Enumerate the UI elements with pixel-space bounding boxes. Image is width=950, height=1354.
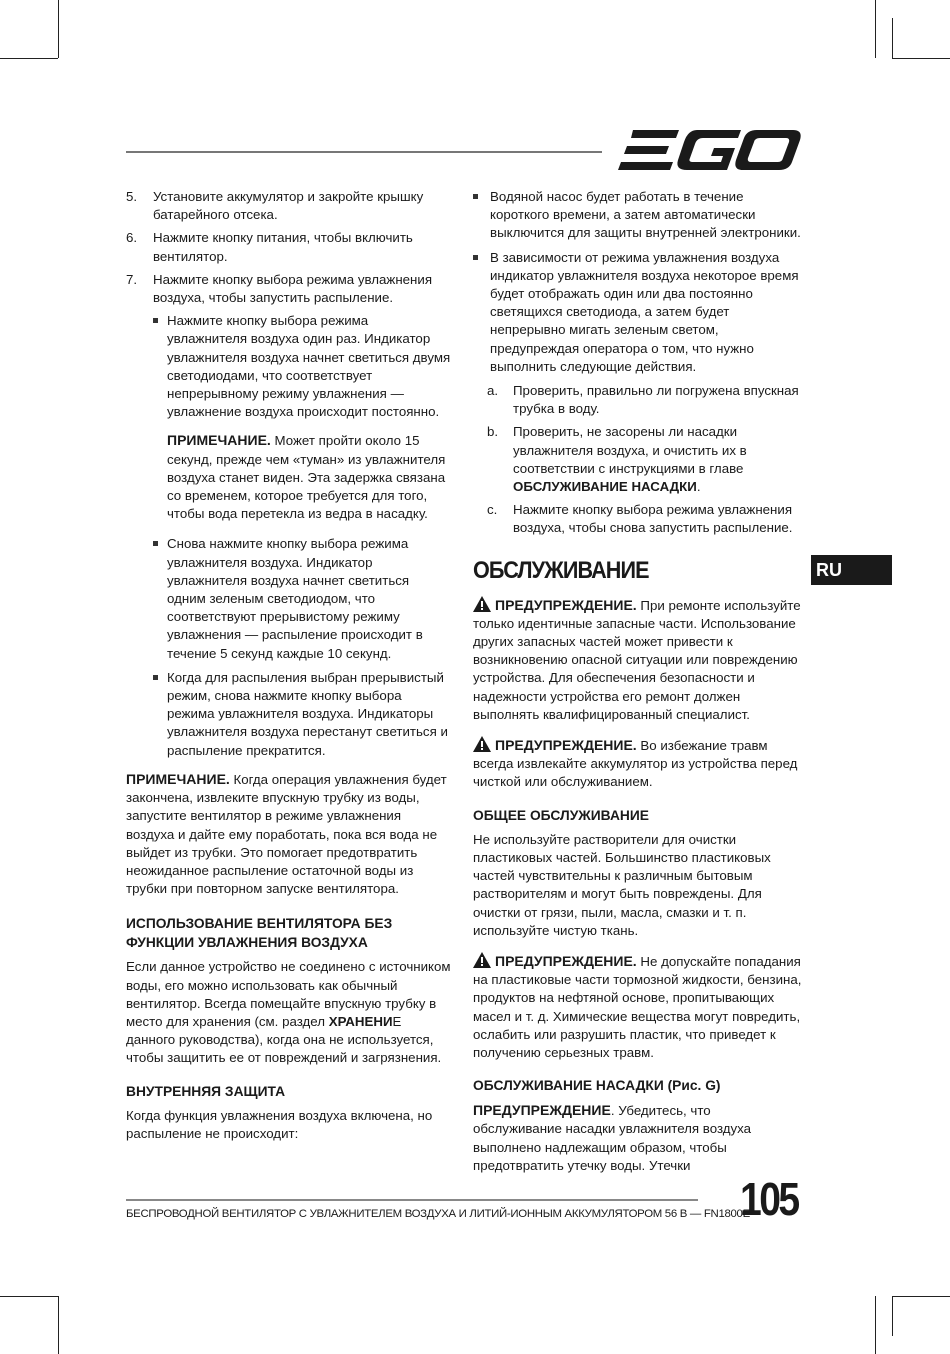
page-number: 105 [740, 1173, 798, 1225]
warning-icon [473, 736, 491, 752]
bullet-item [473, 188, 803, 243]
header-rule [126, 151, 602, 153]
note-block [126, 770, 451, 898]
crop-mark [892, 1296, 950, 1297]
warning-label: ПРЕДУПРЕЖДЕНИЕ. [495, 952, 637, 969]
action-list [487, 382, 803, 538]
section-title: ОБСЛУЖИВАНИЕ [473, 556, 649, 584]
action-tail: . [696, 479, 701, 495]
paragraph: Когда функция увлажнения воздуха включена, но распыление не происходит: [126, 1107, 433, 1141]
bullet-marker [153, 675, 158, 680]
note-label: ПРИМЕЧАНИЕ. [167, 432, 271, 449]
warning-text: Не допускайте попадания на пластиковые части тормозной жидкости, бензина, продуктов на нефтяной основе, пропитывающих масел и т. д. Химические вещества могут повредить, ослабить или разрушить пластик, что приведет к получению серьезных травм. [473, 953, 802, 1060]
warning-label: ПРЕДУПРЕЖДЕНИЕ. [495, 596, 637, 613]
warning-block [473, 596, 803, 724]
mode-bullets [153, 312, 451, 421]
action-item [487, 501, 803, 537]
note-text: Может пройти около 15 секунд, прежде чем «туман» из увлажнителя воздуха станет виден. Эта задержка связана со временем, которое требуется для того, чтобы вода перетекла из ведра в насадку. [167, 433, 446, 522]
crop-mark [892, 18, 893, 58]
bullet-item [473, 249, 803, 376]
bullet-item [153, 535, 451, 662]
footer-rule [126, 1199, 698, 1201]
section-heading: ИСПОЛЬЗОВАНИЕ ВЕНТИЛЯТОРА БЕЗ ФУНКЦИИ УВЛАЖНЕНИЯ ВОЗДУХА [126, 916, 393, 951]
action-letter: c. [487, 502, 498, 518]
paragraph [126, 958, 451, 1067]
bullet-item [153, 312, 451, 421]
bullet-text: Водяной насос будет работать в течение короткого времени, а затем автоматически выключится для защиты внутренней электроники. [490, 189, 801, 241]
step-item [126, 271, 451, 307]
crop-mark [0, 1296, 58, 1297]
warning-label: ПРЕДУПРЕЖДЕНИЕ. [495, 737, 637, 754]
section-heading: ОБСЛУЖИВАНИЕ НАСАДКИ (Рис. G) [473, 1078, 721, 1094]
step-item [126, 188, 451, 224]
bullet-text: В зависимости от режима увлажнения воздуха индикатор увлажнителя воздуха некоторое время будет отображать один или два постоянно светящихся светодиода, а затем будет непрерывно мигать зеленым светом, предупреждая оператора о том, что нужно выполнить следующие действия. [490, 249, 799, 374]
warning-icon [473, 596, 491, 612]
step-number: 5. [126, 189, 138, 204]
note-block [167, 431, 451, 523]
crop-mark [892, 1296, 893, 1336]
warning-text: При ремонте используйте только идентичные запасные части. Использование других запасных частей может привести к возникновению опасной ситуации или повреждению устройства. Для обеспечения безопасности и надежности устройства его ремонт должен выполнять квалифицированный специалист. [473, 597, 801, 722]
paragraph: Не используйте растворители для очистки пластиковых частей. Большинство пластиковых частей чувствительны к различным бытовым растворителям и могут быть повреждены. Для очистки от грязи, пыли, масла, смазки и т. п. используйте чистую ткань. [473, 831, 771, 938]
bullet-marker [153, 318, 158, 323]
bullet-marker [473, 255, 478, 260]
warning-text: . Убедитесь, что обслуживание насадки увлажнителя воздуха выполнено надлежащим образом, чтобы предотвратить утечку воды. Утечки [473, 1103, 752, 1173]
footer-title: БЕСПРОВОДНОЙ ВЕНТИЛЯТОР С УВЛАЖНИТЕЛЕМ ВОЗДУХА И ЛИТИЙ-ИОННЫМ АККУМУЛЯТОРОМ 56 В — FN1800E [126, 1208, 750, 1220]
crop-mark [58, 0, 59, 58]
right-column [473, 188, 803, 1187]
step-number: 6. [126, 230, 138, 246]
step-text: Установите аккумулятор и закройте крышку батарейного отсека. [153, 189, 424, 223]
step-number: 7. [126, 271, 138, 287]
section-heading: ОБЩЕЕ ОБСЛУЖИВАНИЕ [473, 807, 650, 823]
paragraph-bold: ХРАНЕНИ [328, 1013, 393, 1029]
action-text: Нажмите кнопку выбора режима увлажнения воздуха, чтобы снова запустить распыление. [513, 502, 793, 536]
left-column [126, 188, 451, 1155]
note-text: Когда операция увлажнения будет закончена, извлеките впускную трубку из воды, запустите вентилятор в режиме увлажнения воздуха и дайте ему поработать, пока вся вода не выйдет из трубки. Это помогает предотвратить неожиданное распыление остаточной воды из трубки при повторном запуске вентилятора. [126, 771, 447, 897]
ego-logo [617, 128, 801, 172]
section-heading: ВНУТРЕННЯЯ ЗАЩИТА [126, 1083, 286, 1099]
bullet-marker [473, 194, 478, 199]
paragraph-text: Если данное устройство не соединено с источником воды, его можно использовать как обычный вентилятор. Всегда помещайте впускную трубку в место для хранения (см. раздел [126, 959, 451, 1029]
warning-label: ПРЕДУПРЕЖДЕНИЕ [473, 1102, 611, 1119]
crop-mark [875, 1296, 876, 1354]
action-reference: ОБСЛУЖИВАНИЕ НАСАДКИ [513, 479, 697, 495]
bullet-marker [153, 541, 158, 546]
crop-mark [892, 58, 950, 59]
crop-mark [58, 1296, 59, 1354]
warning-text: Во избежание травм всегда извлекайте аккумулятор из устройства перед чисткой или обслуживанием. [473, 738, 798, 790]
crop-mark [875, 0, 876, 58]
action-text: Проверить, не засорены ли насадки увлажнителя воздуха, и очистить их в соответствии с инструкциями в главе [513, 424, 747, 476]
bullet-item [153, 669, 451, 760]
step-text: Нажмите кнопку питания, чтобы включить вентилятор. [153, 230, 413, 264]
warning-block [473, 952, 803, 1062]
bullet-text: Снова нажмите кнопку выбора режима увлажнителя воздуха. Индикатор увлажнителя воздуха начнет светиться одним зеленым светодиодом, что соответствуют прерывистому режиму увлажнения — распыление происходит в течение 5 секунд каждые 10 секунд. [167, 536, 423, 661]
action-item [487, 423, 803, 496]
action-letter: a. [487, 383, 499, 399]
warning-icon [473, 952, 491, 968]
warning-block [473, 1101, 803, 1175]
action-text: Проверить, правильно ли погружена впускная трубка в воду. [513, 383, 799, 417]
language-tab: RU [811, 555, 892, 585]
protection-bullets [473, 188, 803, 376]
bullet-text: Нажмите кнопку выбора режима увлажнителя воздуха один раз. Индикатор увлажнителя воздуха начнет светиться двумя светодиодами, что соответствует непрерывному режиму увлажнения — увлажнение воздуха происходит постоянно. [167, 313, 451, 420]
mode-bullets [153, 535, 451, 759]
warning-block [473, 736, 803, 792]
action-letter: b. [487, 424, 499, 440]
step-text: Нажмите кнопку выбора режима увлажнения воздуха, чтобы запустить распыление. [153, 271, 433, 306]
crop-mark [0, 58, 58, 59]
note-label: ПРИМЕЧАНИЕ. [126, 770, 230, 787]
paragraph-text: Е данного руководства), когда она не используется, чтобы защитить ее от повреждений и загрязнения. [126, 1013, 442, 1066]
step-item [126, 229, 451, 265]
action-item [487, 382, 803, 418]
bullet-text: Когда для распыления выбран прерывистый режим, снова нажмите кнопку выбора режима увлажнителя воздуха. Индикаторы увлажнителя воздуха перестанут светиться и распыление прекратится. [167, 669, 448, 758]
